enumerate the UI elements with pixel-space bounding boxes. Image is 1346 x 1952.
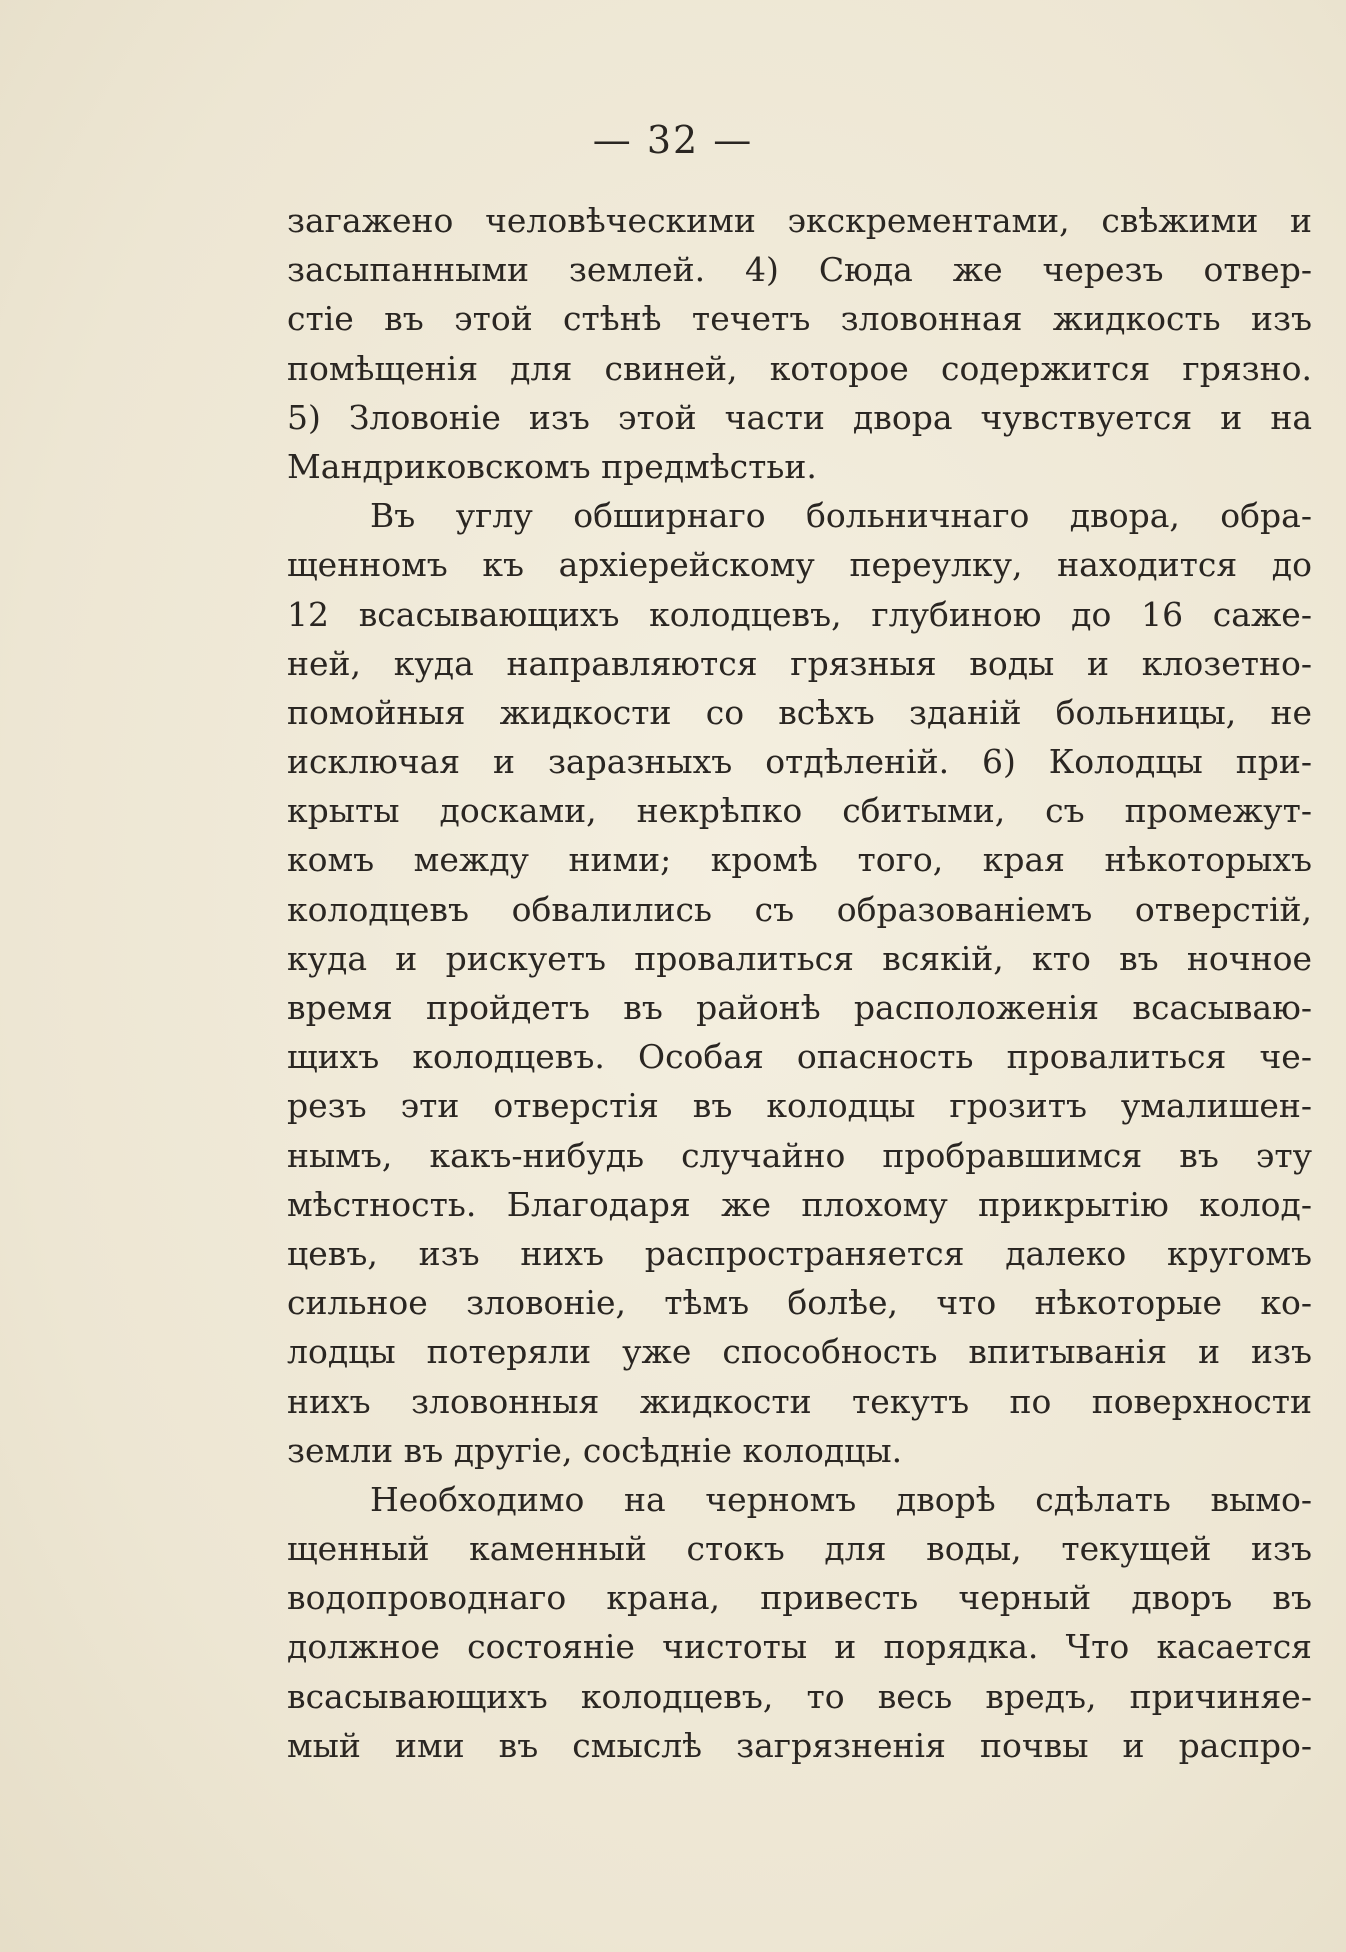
text-line: сильное зловоніе, тѣмъ болѣе, что нѣкоторые ко- xyxy=(287,1283,1312,1323)
text-line: водопроводнаго крана, привесть черный дворъ въ xyxy=(287,1578,1312,1618)
text-line: Необходимо на черномъ дворѣ сдѣлать вымо- xyxy=(370,1479,1312,1519)
text-line: крыты досками, некрѣпко сбитыми, съ промежут- xyxy=(287,791,1312,831)
text-line: время пройдетъ въ районѣ расположенія всасываю- xyxy=(287,988,1312,1027)
text-line: щенномъ къ архіерейскому переулку, находится до xyxy=(287,545,1312,585)
text-line: исключая и заразныхъ отдѣленій. 6) Колодцы при- xyxy=(287,742,1312,782)
text-line: засыпанными землей. 4) Сюда же черезъ отвер- xyxy=(287,250,1312,290)
text-line: нихъ зловонныя жидкости текутъ по поверхности xyxy=(287,1381,1312,1421)
text-line: мый ими въ смыслѣ загрязненія почвы и распро- xyxy=(287,1725,1312,1765)
text-line: лодцы потеряли уже способность впитыванія и изъ xyxy=(287,1332,1312,1372)
text-line: стіе въ этой стѣнѣ течетъ зловонная жидкость изъ xyxy=(287,299,1312,339)
text-line: земли въ другіе, сосѣдніе колодцы. xyxy=(287,1430,903,1470)
text-line: помѣщенія для свиней, которое содержится грязно. xyxy=(287,348,1312,388)
text-line: 5) Зловоніе изъ этой части двора чувствуется и на xyxy=(287,397,1312,437)
text-line: куда и рискуетъ провалиться всякій, кто въ ночное xyxy=(287,938,1312,978)
page-number: — 32 — xyxy=(592,118,754,162)
text-line: резъ эти отверстія въ колодцы грозитъ умалишен- xyxy=(287,1086,1312,1126)
text-line: всасывающихъ колодцевъ, то весь вредъ, причиняе- xyxy=(287,1676,1312,1716)
text-line: цевъ, изъ нихъ распространяется далеко кругомъ xyxy=(287,1233,1312,1273)
text-line: 12 всасывающихъ колодцевъ, глубиною до 16 саже- xyxy=(287,594,1312,634)
text-line: колодцевъ обвалились съ образованіемъ отверстій, xyxy=(287,889,1312,929)
text-line: загажено человѣческими экскрементами, свѣжими и xyxy=(287,201,1312,240)
text-line: нымъ, какъ-нибудь случайно пробравшимся въ эту xyxy=(287,1135,1312,1175)
text-line: щенный каменный стокъ для воды, текущей изъ xyxy=(287,1529,1312,1569)
text-line: должное состояніе чистоты и порядка. Что касается xyxy=(287,1627,1312,1667)
body-text xyxy=(287,196,1312,1770)
text-line: Въ углу обширнаго больничнаго двора, обра- xyxy=(370,496,1312,536)
text-line: Мандриковскомъ предмѣстьи. xyxy=(287,446,817,486)
text-line: комъ между ними; кромѣ того, края нѣкоторыхъ xyxy=(287,840,1312,880)
text-line: мѣстность. Благодаря же плохому прикрытію колод- xyxy=(287,1184,1312,1224)
text-line: щихъ колодцевъ. Особая опасность провалиться че- xyxy=(287,1037,1312,1077)
text-line: ней, куда направляются грязныя воды и клозетно- xyxy=(287,643,1312,683)
text-line: помойныя жидкости со всѣхъ зданій больницы, не xyxy=(287,692,1312,732)
